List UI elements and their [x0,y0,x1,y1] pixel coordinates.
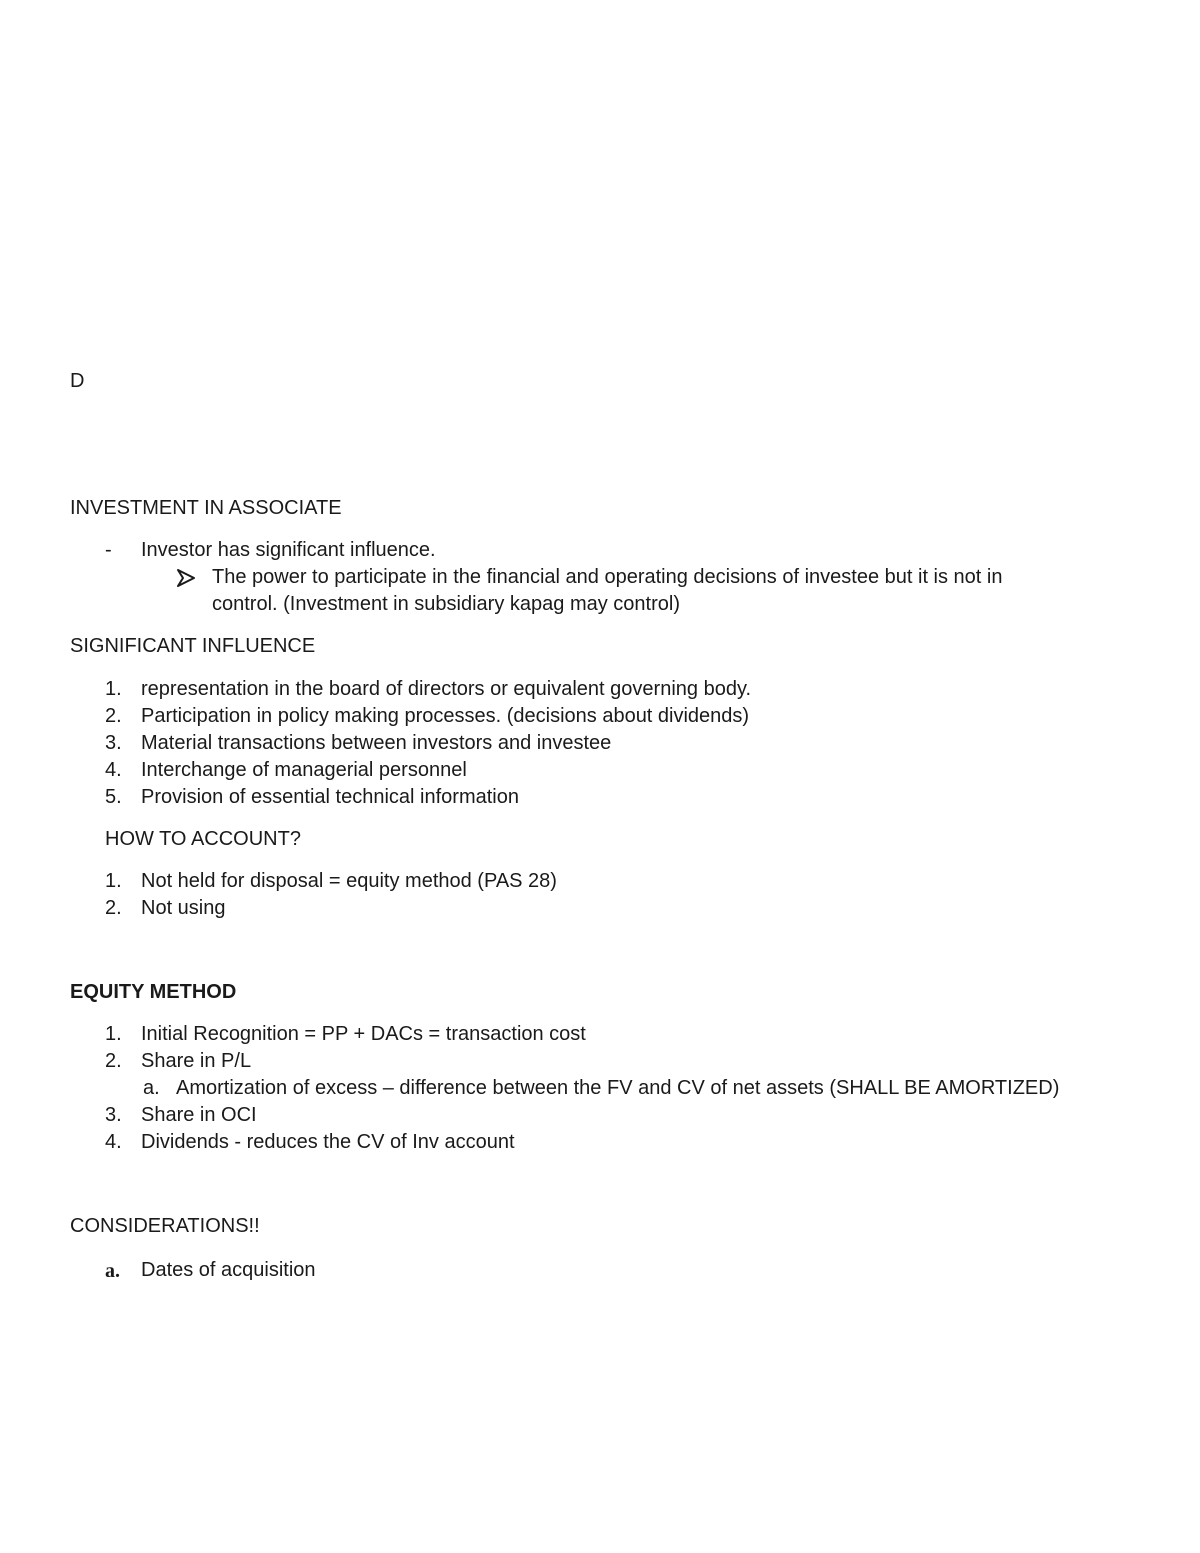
list-item-number: 2. [105,1050,122,1072]
equity-method-heading: EQUITY METHOD [70,981,237,1003]
list-item-number: 4. [105,1131,122,1153]
list-item: Interchange of managerial personnel [141,759,467,781]
list-item-number: 2. [105,897,122,919]
list-item: Participation in policy making processes. (decisions about dividends) [141,705,750,727]
list-item: Not using [141,897,226,919]
list-item-number: 5. [105,786,122,808]
list-item-number: 3. [105,1104,122,1126]
list-item-number: 1. [105,678,122,700]
investment-sub-line-1: The power to participate in the financial and operating decisions of investee but it is not in [212,566,1003,588]
list-item: Material transactions between investors and investee [141,732,612,754]
investment-sub-line-2: control. (Investment in subsidiary kapag may control) [212,593,680,615]
top-letter: D [70,370,85,392]
list-item-number: 3. [105,732,122,754]
investment-heading: INVESTMENT IN ASSOCIATE [70,497,342,519]
list-item: Dates of acquisition [141,1259,316,1281]
list-item-letter: a. [105,1260,120,1282]
dash-bullet: - [105,539,112,561]
sub-list-item: Amortization of excess – difference between the FV and CV of net assets (SHALL BE AMORTIZED) [176,1077,1060,1099]
list-item: Share in P/L [141,1050,252,1072]
list-item: Dividends - reduces the CV of Inv account [141,1131,515,1153]
list-item: Provision of essential technical information [141,786,519,808]
considerations-heading: CONSIDERATIONS!! [70,1215,260,1237]
arrow-bullet-icon [176,566,202,590]
list-item-number: 4. [105,759,122,781]
list-item: Initial Recognition = PP + DACs = transaction cost [141,1023,586,1045]
list-item-number: 1. [105,1023,122,1045]
how-to-account-heading: HOW TO ACCOUNT? [105,828,301,850]
list-item: Share in OCI [141,1104,257,1126]
list-item: representation in the board of directors or equivalent governing body. [141,678,752,700]
significant-heading: SIGNIFICANT INFLUENCE [70,635,316,657]
list-item-number: 2. [105,705,122,727]
list-item: Not held for disposal = equity method (PAS 28) [141,870,557,892]
sub-list-item-letter: a. [143,1077,160,1099]
investment-bullet-text: Investor has significant influence. [141,539,436,561]
list-item-number: 1. [105,870,122,892]
